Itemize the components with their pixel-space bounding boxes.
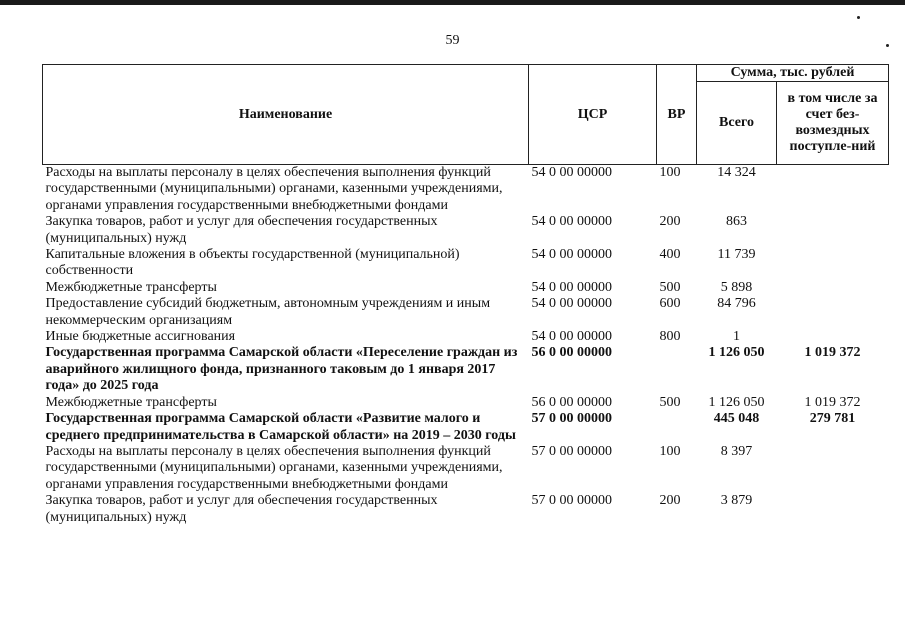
cell-csr: 56 0 00 00000: [531, 345, 612, 361]
cell-name: Государственная программа Самарской области «Развитие малого и среднего предпринимательства в Самарской области» на 2019 – 2030 годы: [45, 411, 516, 443]
header-name: Наименование: [43, 65, 529, 165]
cell-total: 3 879: [720, 493, 753, 509]
cell-vr: [657, 345, 697, 394]
cell-vr: 800: [659, 329, 681, 345]
cell-name: Расходы на выплаты персоналу в целях обеспечения выполнения функций государственными (муниципальными) органами, казенными учреждениями, органами управления государственными внебюджетными фондами: [45, 165, 503, 213]
table-row: [43, 165, 889, 215]
cell-name: Капитальные вложения в объекты государственной (муниципальной) собственности: [45, 247, 460, 279]
cell-vr: 100: [659, 443, 681, 459]
cell-free: 279 781: [809, 411, 856, 427]
table-row: [43, 444, 889, 493]
scan-speck: [857, 16, 860, 19]
header-csr: ЦСР: [529, 65, 657, 165]
cell-free: [777, 165, 889, 215]
scan-top-edge: [0, 0, 905, 5]
header-total: Всего: [697, 82, 777, 165]
cell-total: 1 126 050: [708, 345, 765, 361]
cell-vr: 100: [659, 165, 681, 180]
cell-free: [777, 329, 889, 345]
cell-name: Закупка товаров, работ и услуг для обеспечения государственных (муниципальных) нужд: [45, 493, 438, 525]
cell-csr: 54 0 00 00000: [531, 279, 612, 295]
cell-free: [777, 280, 889, 296]
cell-total: 863: [726, 214, 747, 230]
header-sum: Сумма, тыс. рублей: [697, 65, 889, 82]
table-row: [43, 247, 889, 280]
cell-csr: 54 0 00 00000: [531, 165, 612, 180]
table-row: [43, 280, 889, 296]
cell-csr: 57 0 00 00000: [531, 493, 612, 509]
cell-name: Предоставление субсидий бюджетным, автономным учреждениям и иным некоммерческим организациям: [45, 296, 491, 328]
table-row: [43, 493, 889, 526]
cell-csr: 56 0 00 00000: [531, 394, 612, 410]
cell-free: [777, 493, 889, 526]
table-row: [43, 296, 889, 329]
cell-total: 1 126 050: [708, 394, 765, 410]
cell-total: 5 898: [720, 279, 753, 295]
header-vr: ВР: [657, 65, 697, 165]
cell-csr: 54 0 00 00000: [531, 296, 612, 312]
cell-vr: 400: [659, 247, 681, 263]
program-row: [43, 411, 889, 444]
cell-name: Закупка товаров, работ и услуг для обеспечения государственных (муниципальных) нужд: [45, 214, 438, 246]
cell-vr: 200: [659, 493, 681, 509]
header-free-receipts: в том числе за счет без-возмездных поступле-ний: [777, 82, 889, 165]
cell-total: 84 796: [717, 296, 756, 312]
cell-vr: 500: [659, 279, 681, 295]
table-row: [43, 214, 889, 247]
page-number: 59: [445, 33, 460, 48]
cell-name: Межбюджетные трансферты: [45, 279, 217, 295]
table-body: [43, 165, 889, 526]
cell-total: 11 739: [717, 247, 756, 263]
cell-vr: 500: [659, 394, 681, 410]
table-row: [43, 395, 889, 411]
cell-vr: 600: [659, 296, 681, 312]
cell-csr: 54 0 00 00000: [531, 247, 612, 263]
cell-total: 445 048: [713, 411, 760, 427]
cell-name: Расходы на выплаты персоналу в целях обеспечения выполнения функций государственными (муниципальными) органами, казенными учреждениями, органами управления государственными внебюджетными фондами: [45, 443, 503, 492]
cell-free: 1 019 372: [804, 394, 861, 410]
cell-total: 8 397: [720, 443, 753, 459]
cell-free: [777, 444, 889, 493]
cell-csr: 54 0 00 00000: [531, 329, 612, 345]
cell-free: 1 019 372: [804, 345, 861, 361]
cell-vr: [657, 411, 697, 444]
table-header: [43, 65, 889, 165]
cell-free: [777, 247, 889, 280]
cell-name: Межбюджетные трансферты: [45, 394, 217, 410]
program-row: [43, 345, 889, 394]
budget-table: [42, 64, 889, 526]
cell-name: Иные бюджетные ассигнования: [45, 329, 236, 345]
cell-csr: 57 0 00 00000: [531, 411, 612, 427]
cell-name: Государственная программа Самарской области «Переселение граждан из аварийного жилищного фонда, признанного таковым до 1 января 2017 года» до 2025 года: [45, 345, 518, 394]
cell-free: [777, 214, 889, 247]
table-row: [43, 329, 889, 345]
cell-csr: 54 0 00 00000: [531, 214, 612, 230]
cell-csr: 57 0 00 00000: [531, 443, 612, 459]
cell-total: 1: [733, 329, 740, 345]
cell-total: 14 324: [717, 165, 756, 180]
cell-vr: 200: [659, 214, 681, 230]
cell-free: [777, 296, 889, 329]
